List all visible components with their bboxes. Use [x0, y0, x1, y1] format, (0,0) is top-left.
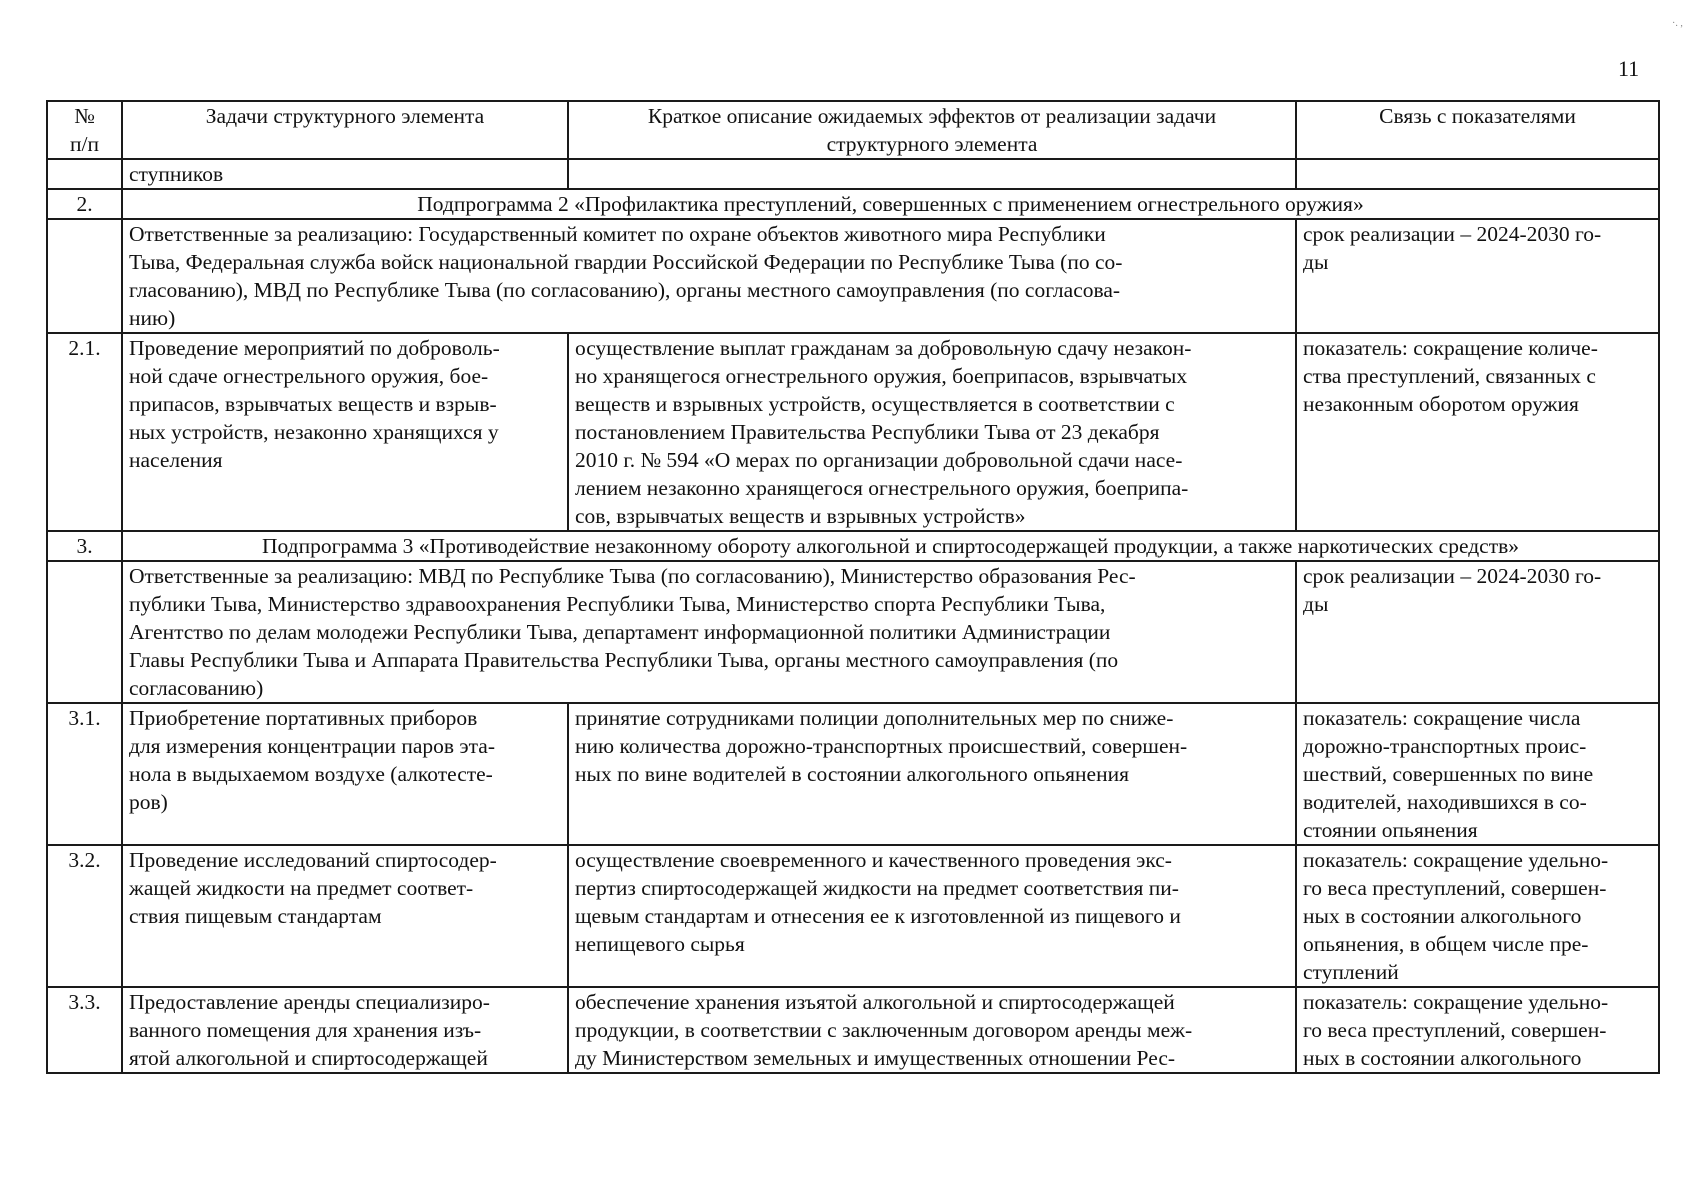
page-number: 11 [1618, 56, 1640, 81]
program-table [46, 100, 1660, 1074]
cell-effect: принятие сотрудниками полиции дополнительных мер по сниже- нию количества дорожно-транспортных происшествий, совершен- ных по вине водителей в состоянии алкогольного опьянения [568, 703, 1296, 845]
cell-effect: осуществление выплат гражданам за добровольную сдачу незакон- но хранящегося огнестрельного оружия, боеприпасов, взрывчатых веществ и взрывных устройств, осуществляется в соответствии с постановлением Правительства Республики Тыва от 23 декабря 2010 г. № 594 «О мерах по организации добровольной сдачи насе- лением незаконно хранящегося огнестрельного оружия, боеприпа- сов, взрывчатых веществ и взрывных устройств» [568, 333, 1296, 531]
table-header-row [47, 101, 1659, 159]
cell-num: 3.2. [47, 845, 122, 987]
header-effect: Краткое описание ожидаемых эффектов от реализации задачи структурного элемента [568, 101, 1296, 159]
table-row [47, 987, 1659, 1073]
scan-mark: ·. , [1672, 18, 1683, 29]
cell-link [1296, 159, 1659, 189]
responsible-row [47, 561, 1659, 703]
responsible-text: Ответственные за реализацию: МВД по Республике Тыва (по согласованию), Министерство образования Рес- публики Тыва, Министерство здравоохранения Республики Тыва, Министерство спорта Республики Тыва, Агентство по делам молодежи Республики Тыва, департамент информационной политики Администрации Главы Республики Тыва и Аппарата Правительства Республики Тыва, органы местного самоуправления (по согласованию) [122, 561, 1296, 703]
cell-num [47, 561, 122, 703]
cell-link: показатель: сокращение числа дорожно-транспортных проис- шествий, совершенных по вине водителей, находившихся в со- стоянии опьянения [1296, 703, 1659, 845]
cell-effect: осуществление своевременного и качественного проведения экс- пертиз спиртосодержащей жидкости на предмет соответствия пи- щевым стандартам и отнесения ее к изготовленной из пищевого и непищевого сырья [568, 845, 1296, 987]
table-row [47, 159, 1659, 189]
subprogram-title-row [47, 189, 1659, 219]
cell-task: Проведение исследований спиртосодер- жащей жидкости на предмет соответ- ствия пищевым стандартам [122, 845, 568, 987]
cell-num: 3.1. [47, 703, 122, 845]
cell-effect [568, 159, 1296, 189]
cell-num: 2. [47, 189, 122, 219]
cell-task: ступников [122, 159, 568, 189]
header-task: Задачи структурного элемента [122, 101, 568, 159]
table-row [47, 703, 1659, 845]
term-text: срок реализации – 2024-2030 го- ды [1296, 219, 1659, 333]
cell-link: показатель: сокращение удельно- го веса преступлений, совершен- ных в состоянии алкогольного [1296, 987, 1659, 1073]
cell-num: 3. [47, 531, 122, 561]
subprogram-title: Подпрограмма 3 «Противодействие незаконному обороту алкогольной и спиртосодержащей продукции, а также наркотических средств» [122, 531, 1659, 561]
cell-link: показатель: сокращение количе- ства преступлений, связанных с незаконным оборотом оружия [1296, 333, 1659, 531]
header-num: № п/п [47, 101, 122, 159]
cell-task: Приобретение портативных приборов для измерения концентрации паров эта- нола в выдыхаемом воздухе (алкотесте- ров) [122, 703, 568, 845]
header-link: Связь с показателями [1296, 101, 1659, 159]
cell-effect: обеспечение хранения изъятой алкогольной и спиртосодержащей продукции, в соответствии с заключенным договором аренды меж- ду Министерством земельных и имущественных отношении Рес- [568, 987, 1296, 1073]
term-text: срок реализации – 2024-2030 го- ды [1296, 561, 1659, 703]
table-row [47, 845, 1659, 987]
cell-link: показатель: сокращение удельно- го веса преступлений, совершен- ных в состоянии алкогольного опьянения, в общем числе пре- ступлений [1296, 845, 1659, 987]
cell-task: Проведение мероприятий по доброволь- ной сдаче огнестрельного оружия, бое- припасов, взрывчатых веществ и взрыв- ных устройств, незаконно хранящихся у населения [122, 333, 568, 531]
table-row [47, 333, 1659, 531]
subprogram-title-row [47, 531, 1659, 561]
responsible-row [47, 219, 1659, 333]
cell-num [47, 219, 122, 333]
cell-task: Предоставление аренды специализиро- ванного помещения для хранения изъ- ятой алкогольной и спиртосодержащей [122, 987, 568, 1073]
subprogram-title: Подпрограмма 2 «Профилактика преступлений, совершенных с применением огнестрельного оружия» [122, 189, 1659, 219]
cell-num: 2.1. [47, 333, 122, 531]
responsible-text: Ответственные за реализацию: Государственный комитет по охране объектов животного мира Республики Тыва, Федеральная служба войск национальной гвардии Российской Федерации по Республике Тыва (по со- гласованию), МВД по Республике Тыва (по согласованию), органы местного самоуправления (по согласова- нию) [122, 219, 1296, 333]
cell-num [47, 159, 122, 189]
cell-num: 3.3. [47, 987, 122, 1073]
